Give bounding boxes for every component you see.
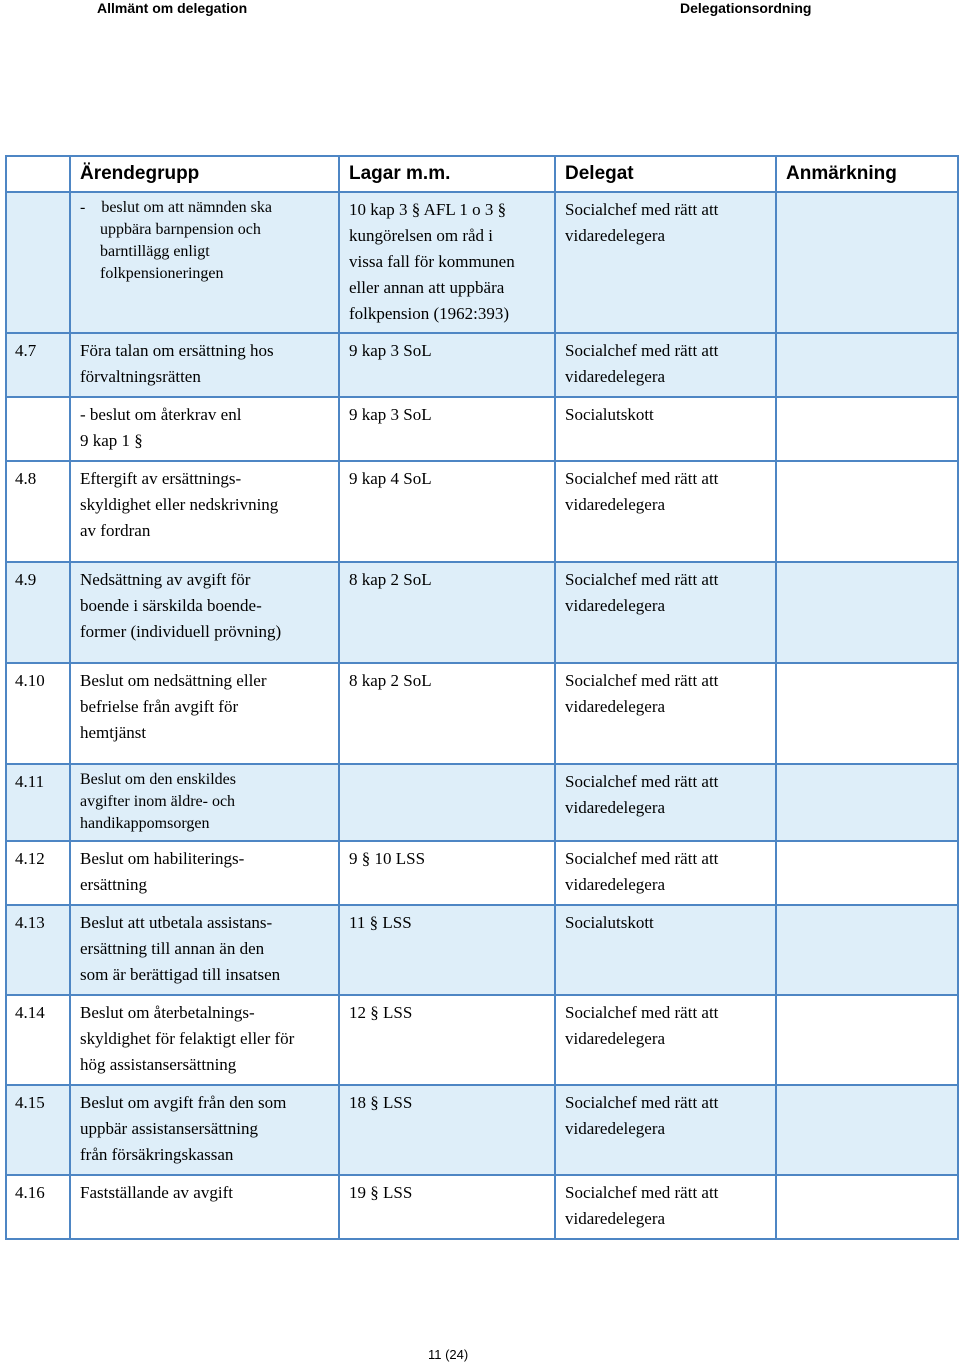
cell-arende [70,764,339,841]
cell-delegat [555,1085,776,1175]
cell-lagar-line: 10 kap 3 § AFL 1 o 3 § [349,200,507,219]
table-row [6,1175,958,1239]
cell-lagar [339,764,555,841]
cell-arende-line: ersättning [80,875,148,894]
cell-lagar-line: folkpension (1962:393) [349,304,510,323]
cell-arende-line: barntillägg enligt [80,243,210,260]
cell-lagar-line: 19 § LSS [349,1183,413,1202]
cell-delegat-line: vidaredelegera [565,367,666,386]
table-row [6,841,958,905]
cell-delegat [555,764,776,841]
cell-arende-line: Beslut att utbetala assistans- [80,913,273,932]
table-row [6,461,958,562]
cell-arende-line: folkpensioneringen [80,265,224,282]
cell-delegat [555,192,776,333]
cell-arende [70,1085,339,1175]
cell-arende-line: - beslut om återkrav enl [80,405,242,424]
cell-arende-line: 9 kap 1 § [80,431,143,450]
cell-arende-line: ersättning till annan än den [80,939,265,958]
cell-delegat-line: Socialchef med rätt att [565,671,719,690]
cell-lagar [339,562,555,663]
cell-delegat-line: Socialutskott [565,405,654,424]
cell-anmarkning [776,841,958,905]
cell-delegat [555,562,776,663]
cell-delegat [555,905,776,995]
cell-delegat [555,461,776,562]
cell-anmarkning [776,461,958,562]
table-row [6,1085,958,1175]
cell-arende-line: Beslut om den enskildes [80,771,236,788]
table-row [6,562,958,663]
cell-delegat-line: Socialchef med rätt att [565,341,719,360]
cell-lagar-line: vissa fall för kommunen [349,252,515,271]
cell-number: 4.16 [6,1175,70,1239]
cell-lagar-line: 9 kap 4 SoL [349,469,432,488]
page-number: 11 (24) [428,1347,469,1362]
cell-arende-line: Beslut om nedsättning eller [80,671,267,690]
column-header-delegat: Delegat [555,156,776,192]
cell-lagar-line: 9 § 10 LSS [349,849,426,868]
cell-number: 4.8 [6,461,70,562]
cell-lagar-line: 8 kap 2 SoL [349,671,432,690]
cell-delegat-line: vidaredelegera [565,875,666,894]
cell-number: 4.12 [6,841,70,905]
column-header-anmarkning: Anmärkning [776,156,958,192]
cell-lagar [339,663,555,764]
table-row [6,333,958,397]
cell-arende-line: skyldighet eller nedskrivning [80,495,279,514]
cell-anmarkning [776,562,958,663]
column-header-arendegrupp: Ärendegrupp [70,156,339,192]
cell-arende-line: handikappomsorgen [80,815,210,832]
cell-lagar-line: kungörelsen om råd i [349,226,493,245]
cell-number [6,192,70,333]
cell-delegat-line: Socialchef med rätt att [565,772,719,791]
table-row [6,663,958,764]
cell-lagar [339,905,555,995]
cell-number: 4.11 [6,764,70,841]
cell-delegat [555,397,776,461]
cell-delegat-line: vidaredelegera [565,1029,666,1048]
cell-anmarkning [776,995,958,1085]
cell-arende-line: uppbär assistansersättning [80,1119,258,1138]
cell-arende-line: Beslut om habiliterings- [80,849,245,868]
cell-delegat-line: vidaredelegera [565,495,666,514]
cell-anmarkning [776,192,958,333]
cell-lagar [339,841,555,905]
cell-delegat [555,333,776,397]
cell-number: 4.13 [6,905,70,995]
cell-arende-line: skyldighet för felaktigt eller för [80,1029,295,1048]
cell-arende [70,562,339,663]
cell-lagar-line: 8 kap 2 SoL [349,570,432,589]
cell-lagar [339,333,555,397]
cell-arende-line: befrielse från avgift för [80,697,239,716]
cell-delegat-line: vidaredelegera [565,226,666,245]
cell-arende-line: former (individuell prövning) [80,622,282,641]
cell-anmarkning [776,333,958,397]
cell-anmarkning [776,1085,958,1175]
cell-arende-line: Fastställande av avgift [80,1183,233,1202]
cell-anmarkning [776,663,958,764]
cell-delegat-line: vidaredelegera [565,1119,666,1138]
cell-anmarkning [776,397,958,461]
cell-lagar [339,995,555,1085]
cell-lagar [339,397,555,461]
cell-number: 4.14 [6,995,70,1085]
cell-arende-line: av fordran [80,521,151,540]
cell-anmarkning [776,905,958,995]
cell-number: 4.15 [6,1085,70,1175]
cell-arende-line: förvaltningsrätten [80,367,201,386]
cell-arende-line: - beslut om att nämnden ska [80,199,272,216]
cell-arende-line: Beslut om återbetalnings- [80,1003,255,1022]
cell-arende-line: från försäkringskassan [80,1145,234,1164]
cell-arende-line: hög assistansersättning [80,1055,237,1074]
cell-arende [70,905,339,995]
cell-delegat-line: vidaredelegera [565,1209,666,1228]
cell-lagar-line: 9 kap 3 SoL [349,405,432,424]
cell-arende-line: Beslut om avgift från den som [80,1093,287,1112]
table-row [6,905,958,995]
cell-lagar [339,1175,555,1239]
cell-anmarkning [776,764,958,841]
cell-arende-line: uppbära barnpension och [80,221,261,238]
cell-arende-line: Nedsättning av avgift för [80,570,251,589]
cell-lagar [339,461,555,562]
cell-arende [70,1175,339,1239]
cell-number [6,397,70,461]
cell-arende [70,192,339,333]
cell-arende-line: Föra talan om ersättning hos [80,341,274,360]
delegation-table [5,155,959,1240]
cell-lagar [339,192,555,333]
cell-arende-line: hemtjänst [80,723,147,742]
cell-lagar-line: 11 § LSS [349,913,412,932]
table-row [6,764,958,841]
cell-arende-line: boende i särskilda boende- [80,596,262,615]
cell-delegat-line: Socialchef med rätt att [565,1183,719,1202]
cell-lagar-line: 9 kap 3 SoL [349,341,432,360]
cell-delegat-line: Socialchef med rätt att [565,849,719,868]
cell-delegat-line: Socialchef med rätt att [565,1003,719,1022]
cell-arende [70,397,339,461]
cell-delegat-line: Socialchef med rätt att [565,469,719,488]
table-row [6,397,958,461]
table-row [6,192,958,333]
cell-delegat [555,663,776,764]
cell-arende [70,333,339,397]
cell-anmarkning [776,1175,958,1239]
cell-arende [70,995,339,1085]
cell-delegat-line: vidaredelegera [565,798,666,817]
cell-number: 4.7 [6,333,70,397]
cell-arende [70,461,339,562]
header-left: Allmänt om delegation [97,0,248,16]
cell-delegat [555,841,776,905]
cell-arende [70,841,339,905]
cell-delegat-line: Socialchef med rätt att [565,570,719,589]
cell-delegat-line: Socialchef med rätt att [565,1093,719,1112]
cell-delegat-line: Socialutskott [565,913,654,932]
cell-arende-line: avgifter inom äldre- och [80,793,236,810]
table-row [6,995,958,1085]
cell-arende-line: Eftergift av ersättnings- [80,469,242,488]
cell-lagar-line: 18 § LSS [349,1093,413,1112]
cell-delegat-line: vidaredelegera [565,596,666,615]
cell-delegat-line: vidaredelegera [565,697,666,716]
cell-arende [70,663,339,764]
column-header-lagar: Lagar m.m. [339,156,555,192]
cell-lagar [339,1085,555,1175]
cell-lagar-line: 12 § LSS [349,1003,413,1022]
table-header-row [6,156,958,192]
cell-delegat-line: Socialchef med rätt att [565,200,719,219]
cell-lagar-line: eller annan att uppbära [349,278,505,297]
cell-number: 4.9 [6,562,70,663]
cell-delegat [555,1175,776,1239]
header-right: Delegationsordning [680,0,812,16]
cell-number: 4.10 [6,663,70,764]
cell-arende-line: som är berättigad till insatsen [80,965,281,984]
cell-delegat [555,995,776,1085]
